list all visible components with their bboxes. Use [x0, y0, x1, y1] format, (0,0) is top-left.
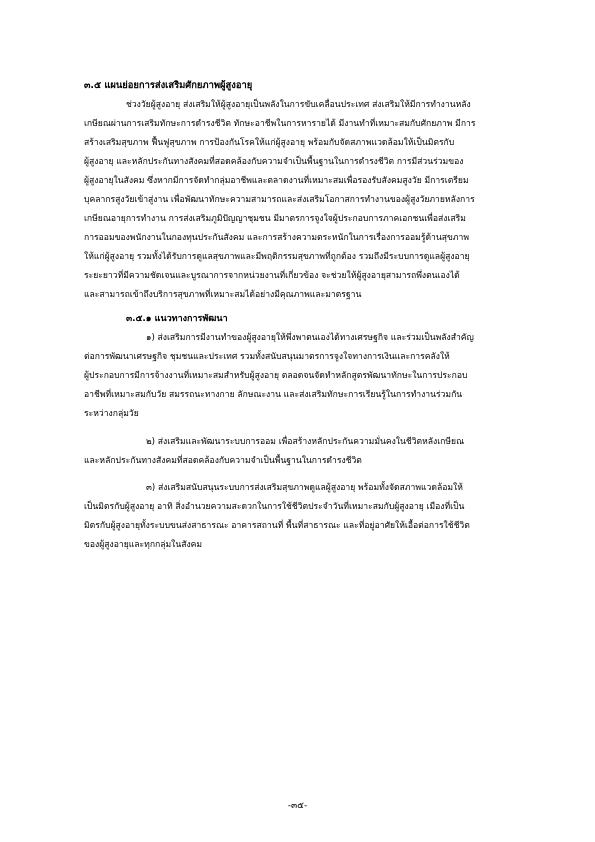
paragraph-1-line: ระยะยาวที่มีความชัดเจนและบูรณาการจากหน่วยงานที่เกี่ยวข้อง จะช่วยให้ผู้สูงอายุสามารถพึ่งตนเองได้	[84, 271, 460, 281]
paragraph-1-line: ให้แก่ผู้สูงอายุ รวมทั้งได้รับการดูแลสุขภาพและมีพฤติกรรมสุขภาพที่ถูกต้อง รวมถึงมีระบบการดูแลผู้สูงอายุ	[84, 252, 470, 262]
item-2-line: และหลักประกันทางสังคมที่สอดคล้องกับความจำเป็นพื้นฐานในการดำรงชีวิต	[84, 456, 362, 466]
item-1-line: ต่อการพัฒนาเศรษฐกิจ ชุมชนและประเทศ รวมทั้งสนับสนุนมาตรการจูงใจทางการเงินและการคลังให้	[84, 352, 450, 362]
item-1-line: ระหว่างกลุ่มวัย	[84, 409, 139, 419]
paragraph-1-line: สร้างเสริมสุขภาพ ฟื้นฟูสุขภาพ การป้องกันโรคให้แก่ผู้สูงอายุ พร้อมกับจัดสภาพแวดล้อมให้เป็นมิตรกับ	[84, 138, 455, 148]
item-3-line: ของผู้สูงอายุและทุกกลุ่มในสังคม	[84, 540, 203, 550]
paragraph-1-line: ผู้สูงอายุ และหลักประกันทางสังคมที่สอดคล้องกับความจำเป็นพื้นฐานในการดำรงชีวิต การมีส่วนร่วมของ	[84, 157, 464, 167]
item-2-line: ๒) ส่งเสริมและพัฒนาระบบการออม เพื่อสร้างหลักประกันความมั่นคงในชีวิตหลังเกษียณ	[146, 437, 465, 447]
paragraph-1-line: ช่วงวัยผู้สูงอายุ ส่งเสริมให้ผู้สูงอายุเป็นพลังในการขับเคลื่อนประเทศ ส่งเสริมให้มีการทำงานหลัง	[126, 100, 471, 110]
paragraph-1-line: เกษียณผ่านการเสริมทักษะการดำรงชีวิต ทักษะอาชีพในการหารายได้ มีงานทำที่เหมาะสมกับศักยภาพ มีการ	[84, 119, 476, 129]
item-3-line: มิตรกับผู้สูงอายุทั้งระบบขนส่งสาธารณะ อาคารสถานที่ พื้นที่สาธารณะ และที่อยู่อาศัยให้เอื้อต่อการใช้ชีวิต	[84, 521, 470, 531]
item-3-line: ๓) ส่งเสริมสนับสนุนระบบการส่งเสริมสุขภาพดูแลผู้สูงอายุ พร้อมทั้งจัดสภาพแวดล้อมให้	[146, 483, 463, 493]
page-number: -๓๕-	[287, 801, 308, 811]
paragraph-1-line: การออมของพนักงานในกองทุนประกันสังคม และการสร้างความตระหนักในการเรื่องการออมรู้ด้านสุขภาพ	[84, 233, 470, 243]
item-1-line: ผู้ประกอบการมีการจ้างงานที่เหมาะสมสำหรับผู้สูงอายุ ตลอดจนจัดทำหลักสูตรพัฒนาทักษะในการประกอบ	[84, 371, 468, 381]
subsection-heading: ๓.๕.๑ แนวทางการพัฒนา	[126, 314, 228, 324]
item-1-line: ๑) ส่งเสริมการมีงานทำของผู้สูงอายุให้พึ่งพาตนเองได้ทางเศรษฐกิจ และร่วมเป็นพลังสำคัญ	[146, 333, 474, 343]
paragraph-1-line: บุคลากรสูงวัยเข้าสู่งาน เพื่อพัฒนาทักษะความสามารถและส่งเสริมโอกาสการทำงานของผู้สูงวัยภายหลังการ	[84, 195, 475, 205]
section-heading: ๓.๕ แผนย่อยการส่งเสริมศักยภาพผู้สูงอายุ	[84, 80, 253, 91]
paragraph-1-line: และสามารถเข้าถึงบริการสุขภาพที่เหมาะสมได้อย่างมีคุณภาพและมาตรฐาน	[84, 290, 362, 300]
item-3-line: เป็นมิตรกับผู้สูงอายุ อาทิ สิ่งอำนวยความสะดวกในการใช้ชีวิตประจำวันที่เหมาะสมกับผู้สูงอายุ เมืองที่เป็น	[84, 502, 465, 512]
paragraph-1-line: เกษียณอายุการทำงาน การส่งเสริมภูมิปัญญาชุมชน มีมาตรการจูงใจผู้ประกอบการภาคเอกชนเพื่อส่งเสริม	[84, 214, 466, 224]
paragraph-1-line: ผู้สูงอายุในสังคม ซึ่งหากมีการจัดทำกลุ่มอาชีพและตลาดงานที่เหมาะสมเพื่อรองรับสังคมสูงวัย มีการเตรียม	[84, 176, 469, 186]
item-1-line: อาชีพที่เหมาะสมกับวัย สมรรถนะทางกาย ลักษณะงาน และส่งเสริมทักษะการเรียนรู้ในการทำงานร่วมกัน	[84, 390, 463, 400]
